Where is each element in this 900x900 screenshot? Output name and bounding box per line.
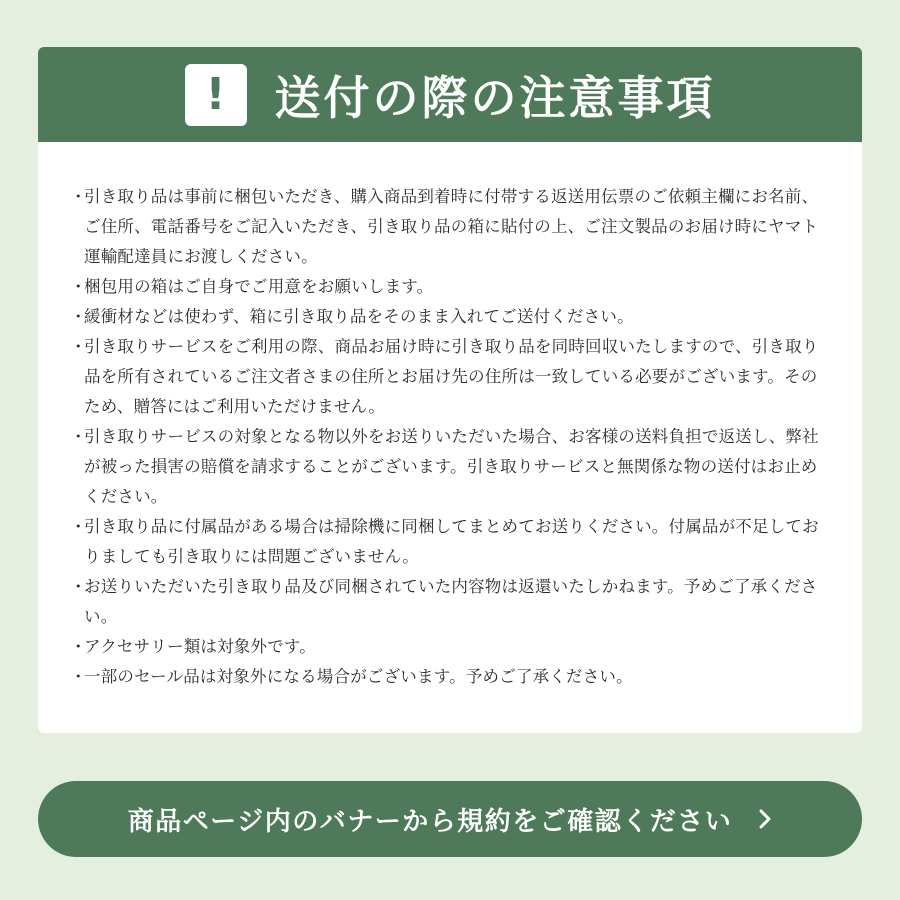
- bullet: ・: [70, 307, 87, 326]
- bullet: ・: [70, 277, 87, 296]
- list-item: [70, 422, 834, 512]
- exclamation-icon: !: [185, 64, 247, 126]
- note-text: 一部のセール品は対象外になる場合がございます。予めご了承ください。: [84, 667, 633, 686]
- bullet: ・: [70, 427, 87, 446]
- list-item: [70, 302, 834, 332]
- terms-link-button[interactable]: [38, 781, 862, 857]
- list-item: [70, 332, 834, 422]
- bullet: ・: [70, 667, 87, 686]
- list-item: [70, 512, 834, 572]
- chevron-right-icon: [758, 808, 772, 830]
- bullet: ・: [70, 577, 87, 596]
- note-text: 引き取り品に付属品がある場合は掃除機に同梱してまとめてお送りください。付属品が不足しておりましても引き取りには問題ございません。: [84, 517, 819, 566]
- list-item: [70, 662, 834, 692]
- note-text: 引き取りサービスの対象となる物以外をお送りいただいた場合、お客様の送料負担で返送し、弊社が被った損害の賠償を請求することがございます。引き取りサービスと無関係な物の送付はお止めください。: [84, 427, 819, 506]
- list-item: [70, 182, 834, 272]
- note-text: 梱包用の箱はご自身でご用意をお願いします。: [84, 277, 434, 296]
- notes-list: [38, 142, 862, 692]
- notice-header: [38, 47, 862, 142]
- terms-link-label: 商品ページ内のバナーから規約をご確認ください: [127, 806, 733, 837]
- note-text: 緩衝材などは使わず、箱に引き取り品をそのまま入れてご送付ください。: [84, 307, 634, 326]
- bullet: ・: [70, 637, 87, 656]
- note-text: お送りいただいた引き取り品及び同梱されていた内容物は返還いたしかねます。予めご了承ください。: [84, 577, 818, 626]
- notice-title: 送付の際の注意事項: [274, 70, 716, 125]
- list-item: [70, 272, 834, 302]
- list-item: [70, 572, 834, 632]
- note-text: 引き取り品は事前に梱包いただき、購入商品到着時に付帯する返送用伝票のご依頼主欄にお名前、ご住所、電話番号をご記入いただき、引き取り品の箱に貼付の上、ご注文製品のお届け時にヤマト運輸配達員にお渡しください。: [84, 187, 819, 266]
- bullet: ・: [70, 517, 87, 536]
- bullet: ・: [70, 337, 87, 356]
- notice-card: [38, 47, 862, 733]
- note-text: 引き取りサービスをご利用の際、商品お届け時に引き取り品を同時回収いたしますので、引き取り品を所有されているご注文者さまの住所とお届け先の住所は一致している必要がございます。そのため、贈答にはご利用いただけません。: [84, 337, 819, 416]
- bullet: ・: [70, 187, 87, 206]
- list-item: [70, 632, 834, 662]
- note-text: アクセサリー類は対象外です。: [84, 637, 316, 656]
